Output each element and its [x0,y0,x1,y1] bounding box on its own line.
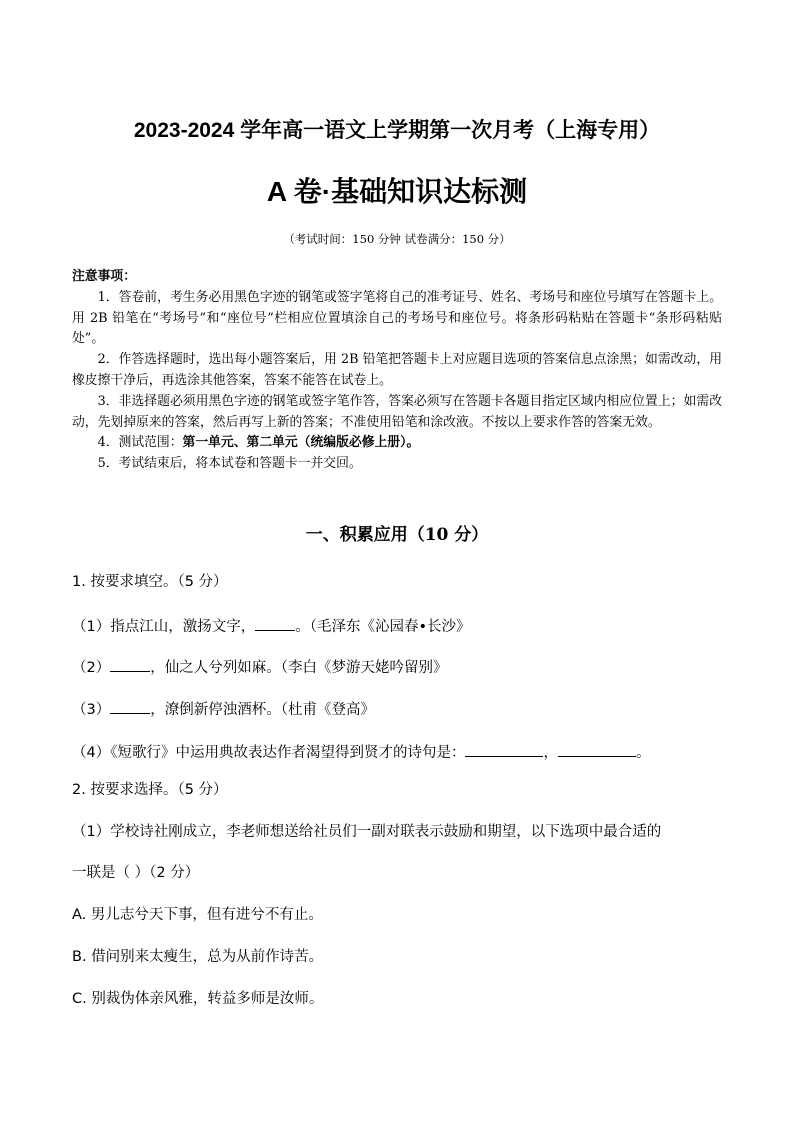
note-item-4-prefix: 4．测试范围： [97,435,183,451]
q1-sub2-blank[interactable] [110,657,150,672]
exam-subtitle: A 卷·基础知识达标测 [266,176,528,207]
q1-sub3-before: （3） [72,702,111,718]
notes-block [72,267,722,475]
q1-sub1-blank[interactable] [255,616,295,631]
q1-sub4-after: 。 [635,745,651,761]
q1-sub1-after: 。（毛泽东《沁园春•长沙》 [295,619,471,635]
q1-sub4-blank-2[interactable] [558,742,636,757]
q2-sub1-line-1: （1）学校诗社刚成立，李老师想送给社员们一副对联表示鼓励和期望，以下选项中最合适的 [72,824,662,840]
notes-heading: 注意事项： [72,269,136,284]
note-item-4-scope: 第一单元、第二单元（统编版必修上册）。 [182,435,420,451]
note-item-4 [72,433,722,454]
exam-title: 2023-2024 学年高一语文上学期第一次月考（上海专用） [133,119,661,142]
q1-sub1 [72,616,732,637]
exam-time-info: （考试时间：150 分钟 试卷满分：150 分） [283,232,511,246]
note-item-3: 3．非选择题必须用黑色字迹的钢笔或签字笔作答，答案必须写在答题卡各题目指定区域内相应位置上；如需改动，先划掉原来的答案，然后再写上新的答案；不准使用铅笔和涂改液。不按以上要求作答的答案无效。 [72,393,722,430]
q1-sub2-after: ，仙之人兮列如麻。（李白《梦游天姥吟留别》 [150,660,448,676]
q1-sub1-before: （1）指点江山，激扬文字， [72,619,256,635]
section-title: 一、积累应用（10 分） [305,525,489,545]
q1-sub3-blank[interactable] [110,699,150,714]
q1-stem: 1. 按要求填空。（5 分） [72,574,228,590]
q2-option-c: C. 别裁伪体亲风雅，转益多师是汝师。 [72,991,324,1007]
q2-stem: 2. 按要求选择。（5 分） [72,782,228,798]
q2-option-a: A. 男儿志兮天下事，但有进兮不有止。 [72,907,323,923]
q1-sub3 [72,699,732,720]
note-item-1: 1．答卷前，考生务必用黑色字迹的钢笔或签字笔将自己的准考证号、姓名、考场号和座位号填写在答题卡上。用 2B 铅笔在“考场号”和“座位号”栏相应位置填涂自己的考场号和座位号。将条形码粘贴在答题卡“条形码粘贴处”。 [72,289,722,347]
q1-sub4 [72,742,732,763]
q1-sub4-blank-1[interactable] [465,742,543,757]
q2-option-b: B. 借问别来太瘦生，总为从前作诗苦。 [72,949,324,965]
note-item-2: 2．作答选择题时，选出每小题答案后，用 2B 铅笔把答题卡上对应题目选项的答案信息点涂黑；如需改动，用橡皮擦干净后，再选涂其他答案，答案不能答在试卷上。 [72,352,722,388]
q1-sub2 [72,657,732,678]
q1-sub3-after: ，潦倒新停浊酒杯。（杜甫《登高》 [150,702,375,718]
q1-sub2-before: （2） [72,660,111,676]
q1-sub4-mid: ， [543,745,558,761]
note-item-5: 5．考试结束后，将本试卷和答题卡一并交回。 [97,456,362,472]
q2-sub1-line-2: 一联是（ ）（2 分） [72,865,200,881]
q1-sub4-before: （4）《短歌行》中运用典故表达作者渴望得到贤才的诗句是： [72,745,466,761]
